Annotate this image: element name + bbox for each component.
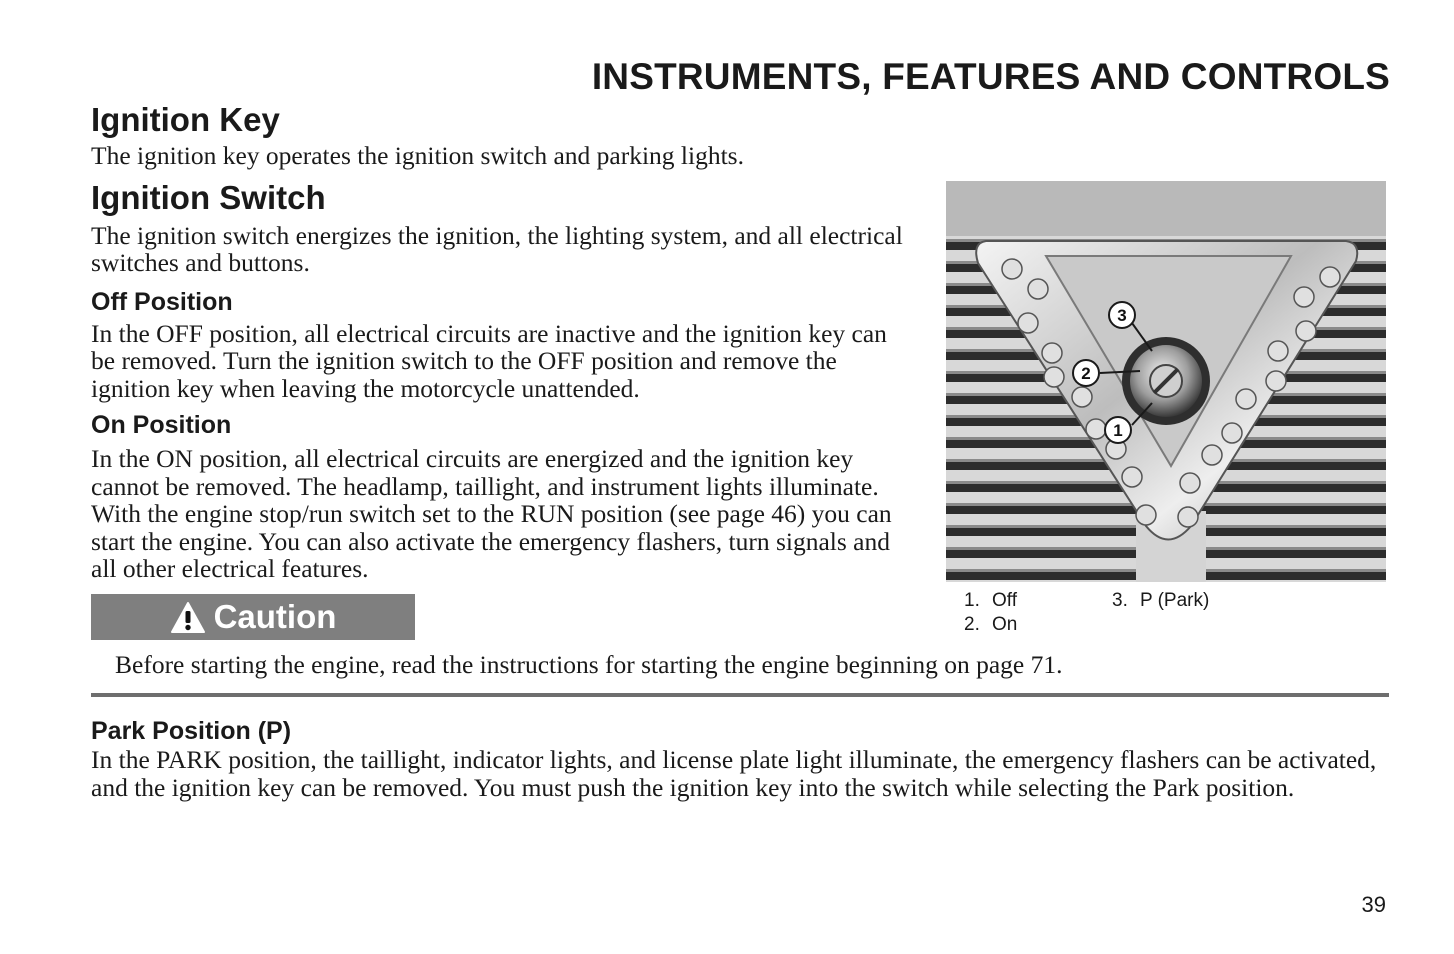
on-position-text: In the ON position, all electrical circuits are energized and the ignition key cannot be removed. The headlamp, taillight, and instrument lights illuminate. With the engine stop/run switch set to the RUN position (see page 46) you can start the engine. You can also activate the emergency flashers, turn signals and all other electrical features.: [91, 444, 892, 583]
park-position-section: [91, 716, 1389, 801]
legend-label: On: [992, 614, 1018, 635]
legend-item-off: [964, 589, 1017, 613]
legend-item-on: [964, 613, 1017, 637]
ignition-switch-heading: Ignition Switch: [91, 178, 326, 216]
callout-1: 1: [1113, 421, 1123, 440]
page-number: 39: [1361, 892, 1386, 917]
on-position-heading: On Position: [91, 411, 232, 439]
legend-num: 1.: [964, 590, 980, 611]
legend-label: Off: [992, 590, 1017, 611]
left-column: [91, 100, 906, 583]
ignition-switch-photo: [946, 181, 1386, 582]
legend-num: 2.: [964, 614, 980, 635]
ignition-switch-text: The ignition switch energizes the ignition, the lighting system, and all electrical switches and buttons.: [91, 220, 903, 277]
page-header: INSTRUMENTS, FEATURES AND CONTROLS: [591, 56, 1390, 97]
park-position-text: In the PARK position, the taillight, indicator lights, and license plate light illuminate, the emergency flashers can be activated, and the ignition key can be removed. You must push the ignition key into the switch while selecting the Park position.: [91, 745, 1377, 802]
caution-banner: [91, 594, 415, 640]
caution-label: Caution: [213, 598, 337, 635]
off-position-heading: Off Position: [91, 287, 233, 316]
legend-num: 3.: [1112, 590, 1128, 611]
warning-icon: [170, 601, 206, 634]
legend-item-park: [1112, 589, 1209, 613]
caution-text: Before starting the engine, read the instructions for starting the engine beginning on page 71.: [115, 650, 1063, 679]
legend-label: P (Park): [1140, 590, 1210, 611]
callout-2: 2: [1081, 364, 1091, 383]
divider: [91, 693, 1389, 697]
off-position-text: In the OFF position, all electrical circuits are inactive and the ignition key can be removed. Turn the ignition switch to the OFF position and remove the ignition key when leaving the motorcycle unattended.: [91, 318, 887, 403]
ignition-key-heading: Ignition Key: [91, 101, 280, 138]
callout-3: 3: [1117, 306, 1127, 325]
park-position-heading: Park Position (P): [91, 717, 292, 745]
ignition-key-text: The ignition key operates the ignition switch and parking lights.: [91, 141, 744, 170]
